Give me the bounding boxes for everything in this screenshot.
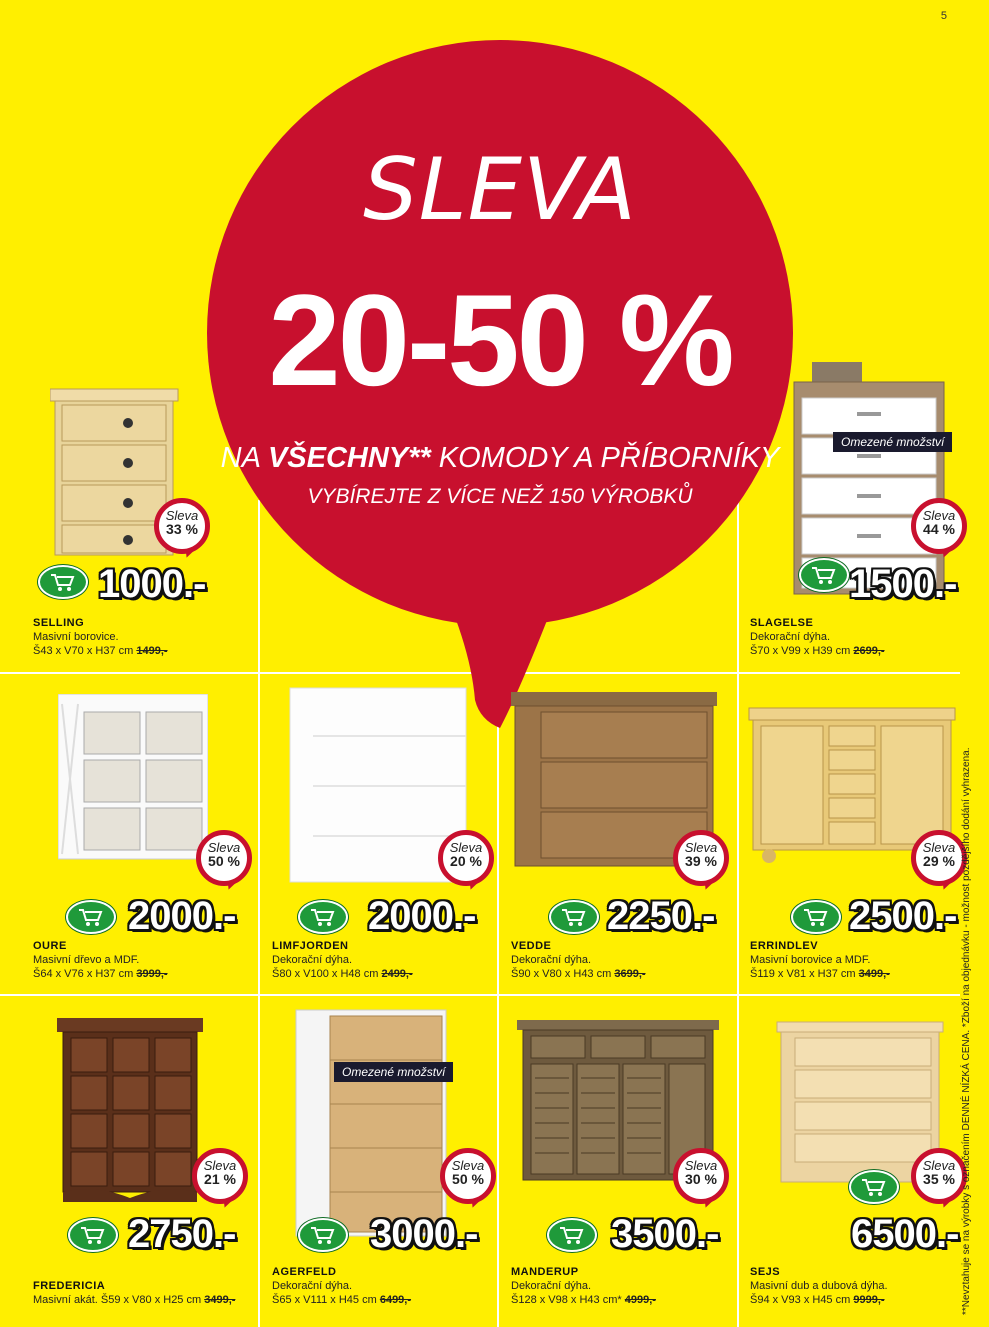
footnote-vertical: **Nevztahuje se na výrobky s označením DENNÉ NÍZKÁ CENA. *Zboží na objednávku - možnost pozdějšího dodání vyhrazena. [961,747,972,1315]
product-name: SLAGELSE [750,617,814,629]
product-name: FREDERICIA [33,1280,106,1292]
badge-label: Sleva [922,840,956,855]
product-material: Dekorační dýha. [272,1280,353,1292]
hero-discount-range: 20-50 % [268,267,732,413]
dims-text: Š59 x V80 x H25 cm [100,1294,202,1306]
badge-value: 50 % [208,853,240,869]
old-price: 3999,- [136,968,168,980]
product-name: AGERFELD [272,1266,337,1278]
old-price: 9999,- [853,1294,885,1306]
product-card-vedde[interactable] [499,674,739,1004]
dims-text: Š43 x V70 x H37 cm [33,645,134,657]
badge-label: Sleva [165,508,199,523]
product-dimensions [272,968,413,980]
product-dimensions [511,968,646,980]
badge-value: 33 % [166,521,198,537]
product-image [294,1008,454,1238]
product-dimensions [33,645,168,657]
cart-icon[interactable] [799,558,849,592]
product-name: SEJS [750,1266,781,1278]
old-price: 4999,- [624,1294,656,1306]
page-number: 5 [940,10,947,22]
badge-label: Sleva [207,840,241,855]
cart-icon[interactable] [849,1170,899,1204]
product-card-manderup[interactable] [499,996,739,1326]
discount-badge [192,1148,252,1210]
dims-text: Š128 x V98 x H43 cm* [511,1294,622,1306]
dims-text: Š90 x V80 x H43 cm [511,968,612,980]
badge-value: 29 % [923,853,955,869]
product-card-fredericia[interactable] [0,996,240,1326]
hero-subtitle [207,442,793,475]
hero-subtitle-suffix: KOMODY A PŘÍBORNÍKY [430,442,780,474]
discount-badge [438,830,498,892]
dims-text: Š80 x V100 x H48 cm [272,968,379,980]
cart-icon[interactable] [549,900,599,934]
badge-value: 21 % [204,1171,236,1187]
badge-label: Sleva [451,1158,485,1173]
product-price: 1000.- [98,562,206,606]
old-price: 1499,- [136,645,168,657]
product-name: SELLING [33,617,85,629]
cart-icon[interactable] [68,1218,118,1252]
hero-subtitle-bold: VŠECHNY** [267,442,431,474]
product-dimensions [272,1294,411,1306]
product-card-sejs[interactable] [739,996,979,1326]
discount-badge [154,498,214,560]
discount-badge [911,498,971,560]
product-dimensions [750,968,890,980]
product-name: OURE [33,940,67,952]
product-price: 2000.- [128,894,236,938]
product-price: 3500.- [611,1212,719,1256]
badge-value: 50 % [452,1171,484,1187]
product-material: Masivní borovice. [33,631,119,643]
product-price: 2000.- [368,894,476,938]
badge-label: Sleva [922,1158,956,1173]
old-price: 2699,- [853,645,885,657]
dims-text: Š64 x V76 x H37 cm [33,968,134,980]
badge-value: 30 % [685,1171,717,1187]
limited-quantity-label: Omezené množství [833,432,952,452]
old-price: 6499,- [379,1294,412,1306]
dims-text: Š70 x V99 x H39 cm [750,645,851,657]
hero-tagline: VYBÍREJTE Z VÍCE NEŽ 150 VÝROBKŮ [307,485,693,508]
cart-icon[interactable] [547,1218,597,1252]
old-price: 3699,- [614,968,646,980]
product-image [58,694,208,864]
product-card-errindlev[interactable] [739,674,979,1004]
badge-label: Sleva [922,508,956,523]
product-material: Masivní borovice a MDF. [750,954,871,966]
badge-value: 20 % [450,853,482,869]
product-price: 3000.- [370,1212,478,1256]
old-price: 3499,- [204,1294,236,1306]
product-price: 2250.- [607,894,715,938]
badge-value: 39 % [685,853,717,869]
product-material: Dekorační dýha. [511,954,592,966]
product-material: Masivní dřevo a MDF. [33,954,140,966]
discount-badge [196,830,256,892]
product-price: 1500.- [849,562,957,606]
badge-value: 35 % [923,1171,955,1187]
old-price: 3499,- [858,968,890,980]
product-material: Masivní dub a dubová dýha. [750,1280,888,1292]
badge-value: 44 % [923,521,955,537]
cart-icon[interactable] [298,1218,348,1252]
product-material: Dekorační dýha. [750,631,831,643]
discount-badge [673,830,733,892]
product-name: MANDERUP [511,1266,579,1278]
dims-text: Š119 x V81 x H37 cm [750,968,856,980]
discount-badge [673,1148,733,1210]
cart-icon[interactable] [298,900,348,934]
product-name: ERRINDLEV [750,940,819,952]
product-card-limfjorden[interactable] [260,674,500,1004]
limited-quantity-label: Omezené množství [334,1062,453,1082]
product-dimensions [33,1294,235,1306]
discount-badge [440,1148,500,1210]
badge-label: Sleva [449,840,483,855]
product-card-selling[interactable] [0,340,240,670]
badge-label: Sleva [684,1158,718,1173]
product-material: Dekorační dýha. [272,954,353,966]
product-price: 6500.- [851,1212,959,1256]
product-dimensions [750,1294,885,1306]
product-card-oure[interactable] [0,674,240,1004]
cart-icon[interactable] [38,565,88,599]
hero-subtitle-prefix: NA [220,442,268,474]
cart-icon[interactable] [66,900,116,934]
product-price: 2500.- [849,894,957,938]
product-name: LIMFJORDEN [272,940,349,952]
product-dimensions [750,645,885,657]
cart-icon[interactable] [791,900,841,934]
product-material: Masivní akát. [33,1294,98,1306]
product-card-slagelse[interactable] [737,340,977,670]
badge-label: Sleva [203,1158,237,1173]
badge-label: Sleva [684,840,718,855]
product-dimensions [33,968,168,980]
product-dimensions [511,1294,656,1306]
product-material: Dekorační dýha. [511,1280,592,1292]
product-price: 2750.- [128,1212,236,1256]
product-name: VEDDE [511,940,552,952]
old-price: 2499,- [381,968,413,980]
hero-title: SLEVA [363,140,637,240]
product-image [55,1016,205,1206]
product-card-agerfeld[interactable] [260,996,500,1326]
dims-text: Š94 x V93 x H45 cm [750,1294,851,1306]
dims-text: Š65 x V111 x H45 cm [272,1294,377,1306]
